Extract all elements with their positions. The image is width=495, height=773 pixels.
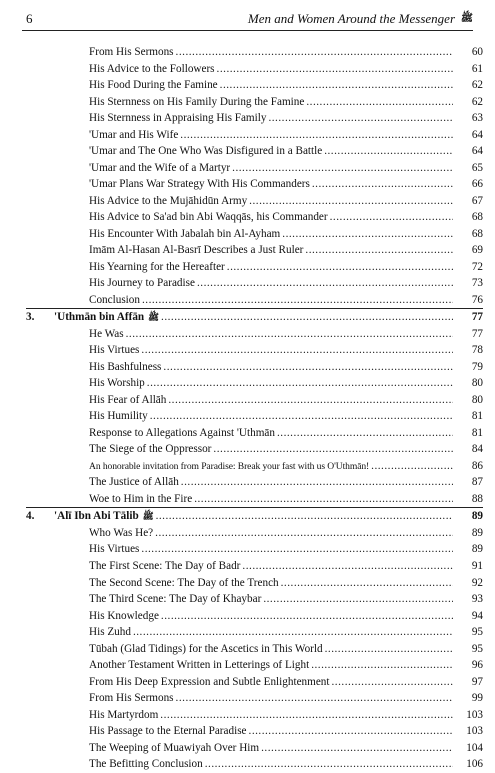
toc-entry-title: His Encounter With Jabalah bin Al-Ayham (89, 227, 281, 240)
toc-entry[interactable] (26, 110, 489, 127)
dot-leader (332, 674, 454, 691)
toc-entry-title: The Siege of the Oppressor (89, 443, 212, 456)
dot-leader (277, 425, 453, 442)
toc-page-number: 96 (471, 659, 483, 672)
toc-entry[interactable] (26, 342, 489, 359)
dot-leader (330, 209, 453, 226)
toc-entry-title: An honorable invitation from Paradise: Break your fast with us O'Uthmān! (89, 460, 370, 472)
dot-leader (156, 508, 453, 525)
toc-entry-title: From His Deep Expression and Subtle Enlightenment (89, 675, 330, 688)
dot-leader (242, 558, 453, 575)
toc-entry-title: Conclusion (89, 293, 140, 306)
running-header (22, 8, 473, 31)
toc-page-number: 63 (471, 112, 483, 125)
dot-leader (217, 61, 453, 78)
toc-entry-title: Imām Al-Hasan Al-Basrī Describes a Just Ruler (89, 244, 304, 257)
toc-entry[interactable] (26, 756, 489, 773)
dot-leader (213, 441, 453, 458)
toc-chapter[interactable] (26, 508, 489, 525)
toc-entry[interactable] (26, 77, 489, 94)
dot-leader (126, 326, 453, 343)
toc-page-number: 80 (471, 377, 483, 390)
toc-entry[interactable] (26, 690, 489, 707)
toc-page-number: 81 (471, 426, 483, 439)
toc-page-number: 61 (471, 62, 483, 75)
toc-entry[interactable] (26, 193, 489, 210)
toc-entry-title: His Fear of Allāh (89, 393, 167, 406)
toc-entry[interactable] (26, 425, 489, 442)
toc-page-number: 73 (471, 277, 483, 290)
toc-entry-title: The Second Scene: The Day of the Trench (89, 576, 279, 589)
toc-entry-title: 'Umar Plans War Strategy With His Commanders (89, 178, 310, 191)
dot-leader (150, 408, 453, 425)
toc-entry[interactable] (26, 575, 489, 592)
toc-entry[interactable] (26, 408, 489, 425)
toc-entry[interactable] (26, 61, 489, 78)
chapter-heading (26, 508, 154, 525)
toc-entry-title: His Bashfulness (89, 360, 162, 373)
toc-chapter[interactable] (26, 309, 489, 326)
toc-entry[interactable] (26, 657, 489, 674)
toc-page-number: 89 (471, 543, 483, 556)
chapter-number: 3. (26, 311, 35, 324)
toc-page-number: 65 (471, 161, 483, 174)
dot-leader (160, 707, 453, 724)
toc-entry[interactable] (26, 326, 489, 343)
toc-entry-title: His Journey to Paradise (89, 277, 195, 290)
dot-leader (197, 275, 453, 292)
dot-leader (263, 591, 453, 608)
toc-page-number: 88 (471, 492, 483, 505)
toc-entry-title: His Advice to the Followers (89, 62, 215, 75)
toc-page-number: 76 (471, 293, 483, 306)
dot-leader (163, 359, 453, 376)
toc-page-number: 95 (471, 642, 483, 655)
toc-page-number: 77 (471, 311, 483, 324)
toc-entry[interactable] (26, 608, 489, 625)
toc-entry-title: He Was (89, 327, 124, 340)
toc-entry[interactable] (26, 558, 489, 575)
toc-entry[interactable] (26, 624, 489, 641)
toc-page-number: 103 (466, 725, 483, 738)
toc-page-number: 60 (471, 46, 483, 58)
toc-entry[interactable] (26, 292, 489, 309)
toc-entry[interactable] (26, 242, 489, 259)
toc-entry[interactable] (26, 641, 489, 658)
dot-leader (176, 44, 453, 61)
toc-entry-title: Woe to Him in the Fire (89, 492, 193, 505)
dot-leader (261, 740, 453, 757)
dot-leader (249, 193, 453, 210)
toc-page-number: 69 (471, 244, 483, 257)
toc-page-number: 68 (471, 211, 483, 224)
toc-entry-title: Tūbah (Glad Tidings) for the Ascetics in This World (89, 642, 323, 655)
dot-leader (161, 309, 453, 326)
toc-page-number: 77 (471, 327, 483, 340)
dot-leader (141, 342, 453, 359)
seal-glyph: ﷺ (460, 13, 473, 24)
toc-entry[interactable] (26, 359, 489, 376)
dot-leader (371, 458, 453, 475)
toc-entry-title: His Worship (89, 377, 145, 390)
toc-page-number: 62 (471, 79, 483, 92)
toc-entry-title: His Advice to Sa'ad bin Abi Waqqās, his Commander (89, 211, 328, 224)
toc-entry-title: The First Scene: The Day of Badr (89, 559, 241, 572)
toc-page-number: 97 (471, 675, 483, 688)
toc-entry[interactable] (26, 591, 489, 608)
dot-leader (281, 575, 453, 592)
toc-entry[interactable] (26, 94, 489, 111)
toc-page-number: 103 (466, 708, 483, 721)
toc-entry-title: Who Was He? (89, 526, 154, 539)
toc-entry[interactable] (26, 275, 489, 292)
dot-leader (324, 143, 453, 160)
toc-page-number: 106 (466, 758, 483, 771)
dot-leader (161, 608, 453, 625)
toc-page-number: 95 (471, 626, 483, 639)
honorific-glyph: ﷺ (148, 312, 160, 323)
toc-entry[interactable] (26, 525, 489, 542)
toc-entry[interactable] (26, 491, 489, 508)
toc-page-number: 78 (471, 344, 483, 357)
dot-leader (282, 226, 453, 243)
toc-page-number: 80 (471, 393, 483, 406)
dot-leader (306, 94, 453, 111)
toc-entry[interactable] (26, 740, 489, 757)
dot-leader (249, 723, 453, 740)
dot-leader (305, 242, 453, 259)
toc-entry[interactable] (26, 160, 489, 177)
dot-leader (205, 756, 453, 773)
dot-leader (141, 541, 453, 558)
toc-entry[interactable] (26, 176, 489, 193)
toc-page-number: 79 (471, 360, 483, 373)
toc-entry[interactable] (26, 143, 489, 160)
toc-page-number: 81 (471, 410, 483, 423)
dot-leader (312, 176, 453, 193)
toc-entry-title: His Humility (89, 410, 148, 423)
toc-entry-title: His Advice to the Mujāhidūn Army (89, 194, 248, 207)
toc-entry-title: The Third Scene: The Day of Khaybar (89, 593, 262, 606)
toc-entry-title: Response to Allegations Against 'Uthmān (89, 426, 275, 439)
toc-page-number: 93 (471, 593, 483, 606)
toc-entry[interactable] (26, 375, 489, 392)
dot-leader (311, 657, 453, 674)
toc-entry-title: 'Umar and The One Who Was Disfigured in a Battle (89, 145, 323, 158)
toc-page-number: 104 (466, 741, 483, 754)
toc-entry[interactable] (26, 44, 489, 61)
toc-entry-title: From His Sermons (89, 46, 174, 58)
toc-entry[interactable] (26, 674, 489, 691)
dot-leader (147, 375, 453, 392)
toc-entry-title: Another Testament Written in Letterings of Light (89, 659, 310, 672)
dot-leader (133, 624, 453, 641)
toc-entry[interactable] (26, 226, 489, 243)
toc-entry-title: From His Sermons (89, 692, 174, 705)
toc-entry[interactable] (26, 458, 489, 475)
toc-page-number: 87 (471, 476, 483, 489)
toc-entry-title: His Sternness on His Family During the Famine (89, 95, 305, 108)
chapter-title: 'Alī Ibn Abi Tālib (54, 510, 139, 523)
toc-entry[interactable] (26, 723, 489, 740)
dot-leader (168, 392, 453, 409)
dot-leader (142, 292, 453, 309)
chapter-heading (26, 309, 159, 326)
toc-page-number: 86 (471, 459, 483, 472)
toc-page-number: 99 (471, 692, 483, 705)
table-of-contents (26, 44, 489, 773)
toc-entry-title: The Justice of Allāh (89, 476, 179, 489)
honorific-glyph: ﷺ (142, 511, 154, 522)
toc-entry[interactable] (26, 392, 489, 409)
toc-entry-title: His Virtues (89, 344, 140, 357)
chapter-title: 'Uthmān bin Affān (54, 311, 145, 324)
toc-entry[interactable] (26, 474, 489, 491)
toc-entry-title: His Sternness in Appraising His Family (89, 112, 267, 125)
toc-entry-title: His Food During the Famine (89, 79, 218, 92)
toc-page-number: 66 (471, 178, 483, 191)
toc-entry[interactable] (26, 259, 489, 276)
toc-entry[interactable] (26, 441, 489, 458)
toc-page-number: 94 (471, 609, 483, 622)
toc-entry-title: His Zuhd (89, 626, 131, 639)
dot-leader (194, 491, 453, 508)
page-number: 6 (26, 11, 33, 26)
dot-leader (227, 259, 453, 276)
toc-entry-title: 'Umar and the Wife of a Martyr (89, 161, 231, 174)
dot-leader (155, 525, 453, 542)
toc-entry-title: His Knowledge (89, 609, 159, 622)
dot-leader (220, 77, 453, 94)
dot-leader (180, 127, 453, 144)
toc-page-number: 84 (471, 443, 483, 456)
running-title: Men and Women Around the Messenger (247, 11, 455, 26)
chapter-number: 4. (26, 510, 35, 523)
toc-page-number: 92 (471, 576, 483, 589)
toc-page-number: 62 (471, 95, 483, 108)
toc-page-number: 89 (471, 510, 483, 523)
toc-entry-title: The Weeping of Muawiyah Over Him (89, 741, 260, 754)
toc-entry-title: 'Umar and His Wife (89, 128, 179, 141)
toc-entry-title: The Befitting Conclusion (89, 758, 203, 771)
toc-entry-title: His Virtues (89, 543, 140, 556)
dot-leader (268, 110, 453, 127)
toc-page-number: 64 (471, 145, 483, 158)
dot-leader (176, 690, 453, 707)
toc-entry[interactable] (26, 707, 489, 724)
toc-page-number: 89 (471, 526, 483, 539)
toc-page-number: 91 (471, 559, 483, 572)
toc-entry-title: His Passage to the Eternal Paradise (89, 725, 247, 738)
toc-entry[interactable] (26, 209, 489, 226)
toc-page-number: 64 (471, 128, 483, 141)
toc-entry[interactable] (26, 127, 489, 144)
dot-leader (181, 474, 453, 491)
dot-leader (325, 641, 453, 658)
toc-entry-title: His Martyrdom (89, 708, 159, 721)
toc-page-number: 72 (471, 260, 483, 273)
toc-page-number: 67 (471, 194, 483, 207)
toc-entry-title: His Yearning for the Hereafter (89, 260, 225, 273)
toc-page-number: 68 (471, 227, 483, 240)
dot-leader (232, 160, 453, 177)
toc-entry[interactable] (26, 541, 489, 558)
